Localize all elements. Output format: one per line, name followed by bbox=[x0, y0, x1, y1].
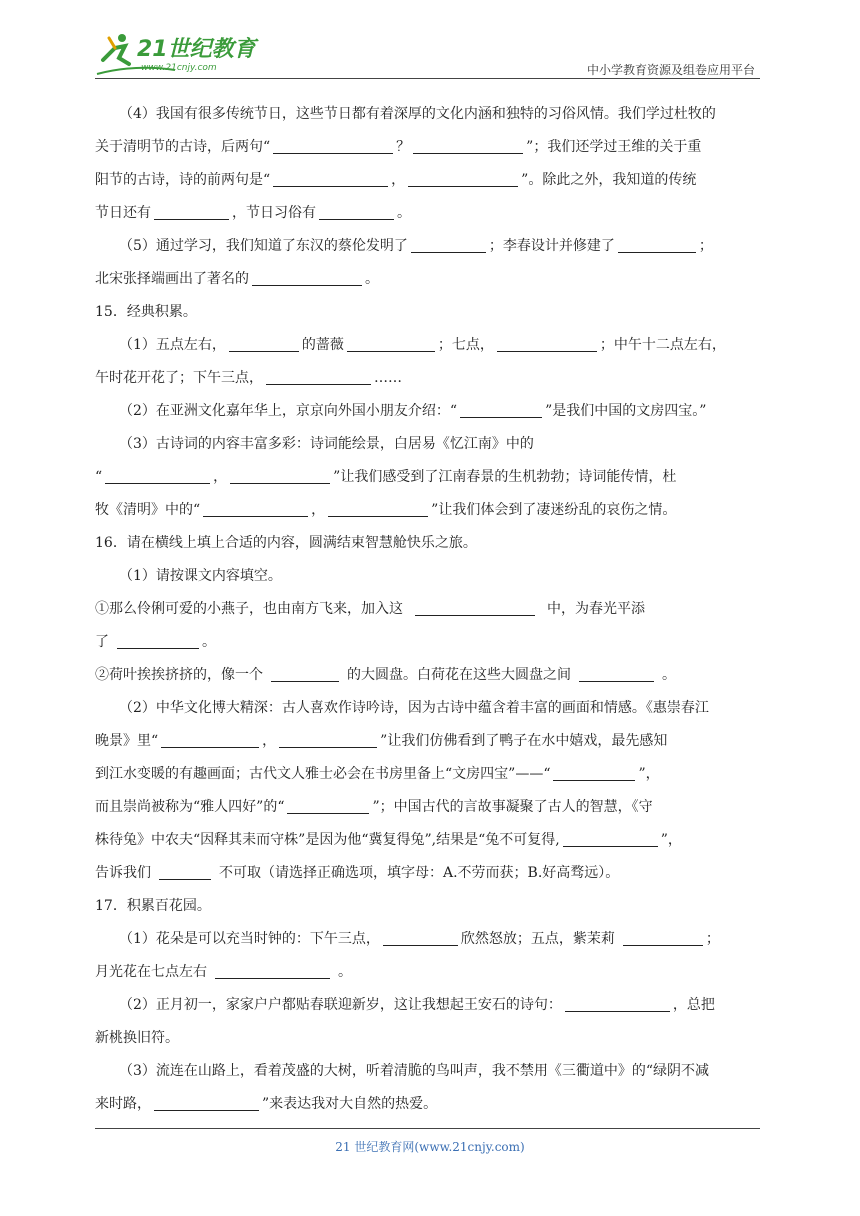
q15-2-line1: （2）在亚洲文化嘉年华上，京京向外国小朋友介绍：“ ”是我们中国的文房四宝。” bbox=[119, 403, 707, 419]
q16-1-line2: 了 。 bbox=[95, 634, 216, 650]
blank[interactable] bbox=[229, 337, 299, 352]
header-divider bbox=[95, 78, 760, 79]
blank[interactable] bbox=[319, 205, 394, 220]
q16-1-line1: ①那么伶俐可爱的小燕子，也由南方飞来，加入这 中，为春光平添 bbox=[95, 601, 645, 617]
q16-2-line5: 株待兔》中农夫“因释其耒而守株”是因为他“冀复得兔”,结果是“兔不可复得, ”， bbox=[95, 832, 682, 848]
blank[interactable] bbox=[154, 205, 229, 220]
q16-2-line6: 告诉我们 不可取（请选择正确选项，填字母：A.不劳而获；B.好高骛远）。 bbox=[95, 865, 620, 881]
blank[interactable] bbox=[328, 502, 428, 517]
blank[interactable] bbox=[415, 601, 535, 616]
question-15-title: 15．经典积累。 bbox=[95, 304, 197, 320]
q16-2-line3: 到江水变暖的有趣画面；古代文人雅士必会在书房里备上“文房四宝”——“ ”， bbox=[95, 766, 660, 782]
q15-1-line1: （1）五点左右， 的蔷薇 ；七点， ；中午十二点左右， bbox=[119, 337, 726, 353]
blank[interactable] bbox=[287, 799, 369, 814]
q15-3-line1: （3）古诗词的内容丰富多彩：诗词能绘景，白居易《忆江南》中的 bbox=[119, 436, 534, 452]
logo-url: www.21cnjy.com bbox=[141, 63, 217, 73]
blank[interactable] bbox=[383, 931, 458, 946]
blank[interactable] bbox=[411, 238, 486, 253]
q14-5-line2: 北宋张择端画出了著名的 。 bbox=[95, 271, 379, 287]
q16-2-line2: 晚景》里“ ， ”让我们仿佛看到了鸭子在水中嬉戏，最先感知 bbox=[95, 733, 668, 749]
q17-3-line2: 来时路， ”来表达我对大自然的热爱。 bbox=[95, 1096, 438, 1112]
blank[interactable] bbox=[347, 337, 435, 352]
footer-link[interactable]: 21 世纪教育网(www.21cnjy.com) bbox=[335, 1140, 525, 1154]
blank[interactable] bbox=[563, 832, 658, 847]
page-header bbox=[95, 30, 760, 80]
q16-1-line3: ②荷叶挨挨挤挤的，像一个 的大圆盘。白荷花在这些大圆盘之间 。 bbox=[95, 667, 676, 683]
q17-1-line2: 月光花在七点左右 。 bbox=[95, 964, 352, 980]
blank[interactable] bbox=[279, 733, 377, 748]
blank[interactable] bbox=[623, 931, 703, 946]
blank[interactable] bbox=[497, 337, 597, 352]
blank[interactable] bbox=[408, 172, 518, 187]
worksheet-body bbox=[95, 98, 760, 1121]
blank[interactable] bbox=[105, 469, 210, 484]
q17-2-line2: 新桃换旧符。 bbox=[95, 1030, 179, 1046]
q16-2-line1: （2）中华文化博大精深：古人喜欢作诗吟诗，因为古诗中蕴含着丰富的画面和情感。《惠崇春江 bbox=[119, 700, 709, 716]
q14-4-line1: （4）我国有很多传统节日，这些节日都有着深厚的文化内涵和独特的习俗风情。我们学过杜牧的 bbox=[119, 106, 716, 122]
blank[interactable] bbox=[565, 997, 670, 1012]
blank[interactable] bbox=[203, 502, 308, 517]
q15-3-line2: “ ， ”让我们感受到了江南春景的生机勃勃；诗词能传情，杜 bbox=[95, 469, 677, 485]
q14-5-line1: （5）通过学习，我们知道了东汉的蔡伦发明了 ；李春设计并修建了 ； bbox=[119, 238, 713, 254]
q14-4-line2: 关于清明节的古诗，后两句“ ？ ”；我们还学过王维的关于重 bbox=[95, 139, 702, 155]
logo-text: 21世纪教育 bbox=[137, 37, 256, 62]
q16-2-line4: 而且崇尚被称为“雅人四好”的“ ”；中国古代的言故事凝聚了古人的智慧，《守 bbox=[95, 799, 653, 815]
blank[interactable] bbox=[161, 733, 259, 748]
q17-3-line1: （3）流连在山路上，看着茂盛的大树，听着清脆的鸟叫声，我不禁用《三衢道中》的“绿阴不减 bbox=[119, 1063, 710, 1079]
blank[interactable] bbox=[159, 865, 211, 880]
blank[interactable] bbox=[273, 139, 393, 154]
blank[interactable] bbox=[413, 139, 523, 154]
blank[interactable] bbox=[230, 469, 330, 484]
q17-1-line1: （1）花朵是可以充当时钟的：下午三点， 欣然怒放；五点，紫茉莉 ； bbox=[119, 931, 720, 947]
q17-2-line1: （2）正月初一，家家户户都贴春联迎新岁，这让我想起王安石的诗句： ，总把 bbox=[119, 997, 715, 1013]
q16-1-title: （1）请按课文内容填空。 bbox=[119, 568, 282, 584]
blank[interactable] bbox=[252, 271, 362, 286]
q14-4-line3: 阳节的古诗，诗的前两句是“ ， ”。除此之外，我知道的传统 bbox=[95, 172, 697, 188]
footer-divider bbox=[95, 1128, 760, 1129]
logo bbox=[95, 30, 265, 78]
question-16-title: 16．请在横线上填上合适的内容，圆满结束智慧舱快乐之旅。 bbox=[95, 535, 477, 551]
blank[interactable] bbox=[273, 172, 388, 187]
blank[interactable] bbox=[154, 1096, 259, 1111]
blank[interactable] bbox=[553, 766, 635, 781]
blank[interactable] bbox=[460, 403, 542, 418]
blank[interactable] bbox=[579, 667, 654, 682]
q15-3-line3: 牧《清明》中的“ ， ”让我们体会到了凄迷纷乱的哀伤之情。 bbox=[95, 502, 677, 518]
q15-1-line2: 午时花开花了；下午三点， …… bbox=[95, 370, 402, 386]
blank[interactable] bbox=[117, 634, 199, 649]
q14-4-line4: 节日还有 ，节日习俗有 。 bbox=[95, 205, 411, 221]
blank[interactable] bbox=[266, 370, 371, 385]
blank[interactable] bbox=[618, 238, 696, 253]
blank[interactable] bbox=[215, 964, 330, 979]
question-17-title: 17．积累百花园。 bbox=[95, 898, 211, 914]
blank[interactable] bbox=[271, 667, 339, 682]
platform-label: 中小学教育资源及组卷应用平台 bbox=[586, 63, 755, 77]
